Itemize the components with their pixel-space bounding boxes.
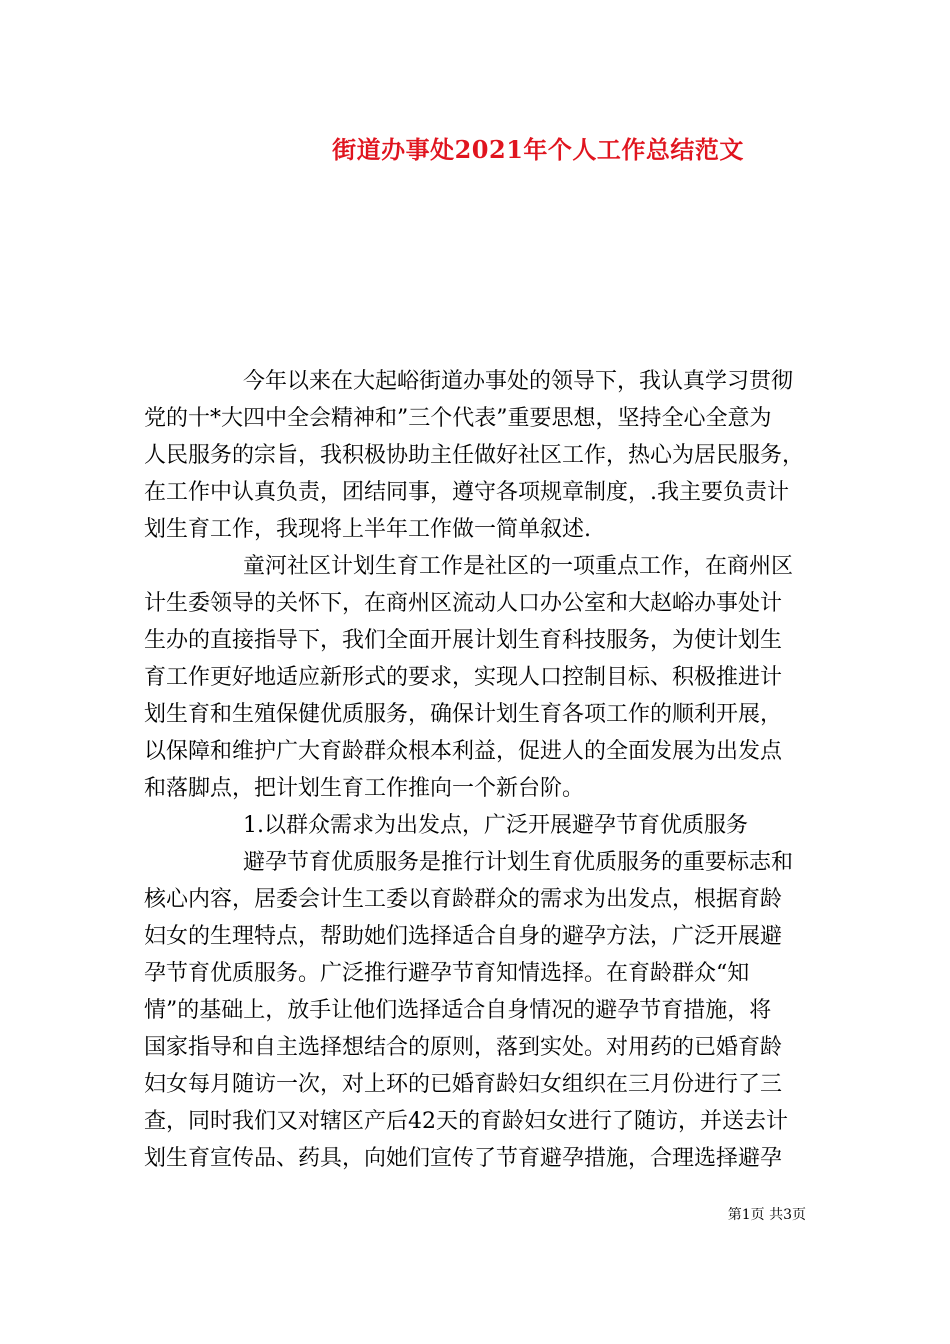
text-line: 计生委领导的关怀下，在商州区流动人口办公室和大赵峪办事处计 [144,591,783,616]
text-line: 妇女每月随访一次，对上环的已婚育龄妇女组织在三月份进行了三 [144,1072,783,1097]
text-line: 国家指导和自主选择想结合的原则，落到实处。对用药的已婚育龄 [144,1035,783,1060]
text-line: 在工作中认真负责，团结同事，遵守各项规章制度，.我主要负责计 [144,480,789,505]
text-line: 避孕节育优质服务是推行计划生育优质服务的重要标志和 [243,850,794,875]
text-line: 育工作更好地适应新形式的要求，实现人口控制目标、积极推进计 [144,665,783,690]
text-line: 人民服务的宗旨，我积极协助主任做好社区工作，热心为居民服务， [144,443,805,468]
text-line: 以保障和维护广大育龄群众根本利益，促进人的全面发展为出发点 [144,739,783,764]
document-title: 街道办事处2021年个人工作总结范文 [332,135,744,164]
text-line: 和落脚点，把计划生育工作推向一个新台阶。 [144,776,585,801]
text-line: 情”的基础上，放手让他们选择适合自身情况的避孕节育措施，将 [144,998,772,1023]
text-line: 妇女的生理特点，帮助她们选择适合自身的避孕方法，广泛开展避 [144,924,783,949]
document-body [144,363,806,1177]
text-line: 划生育和生殖保健优质服务，确保计划生育各项工作的顺利开展， [144,702,783,727]
page-footer: 第1页 共3页 [727,1207,806,1223]
text-line: 今年以来在大起峪街道办事处的领导下，我认真学习贯彻 [243,369,794,394]
text-line: 划生育工作，我现将上半年工作做一简单叙述. [144,517,591,542]
text-line: 孕节育优质服务。广泛推行避孕节育知情选择。在育龄群众“知 [144,961,750,986]
text-line: 划生育宣传品、药具，向她们宣传了节育避孕措施，合理选择避孕 [144,1146,783,1171]
text-line: 童河社区计划生育工作是社区的一项重点工作，在商州区 [243,554,794,579]
text-line: 1.以群众需求为出发点，广泛开展避孕节育优质服务 [243,813,748,838]
text-line: 核心内容，居委会计生工委以育龄群众的需求为出发点，根据育龄 [144,887,783,912]
text-line: 党的十*大四中全会精神和”三个代表”重要思想，坚持全心全意为 [144,406,772,431]
text-line: 生办的直接指导下，我们全面开展计划生育科技服务，为使计划生 [144,628,783,653]
text-line: 查，同时我们又对辖区产后42天的育龄妇女进行了随访，并送去计 [144,1109,788,1134]
